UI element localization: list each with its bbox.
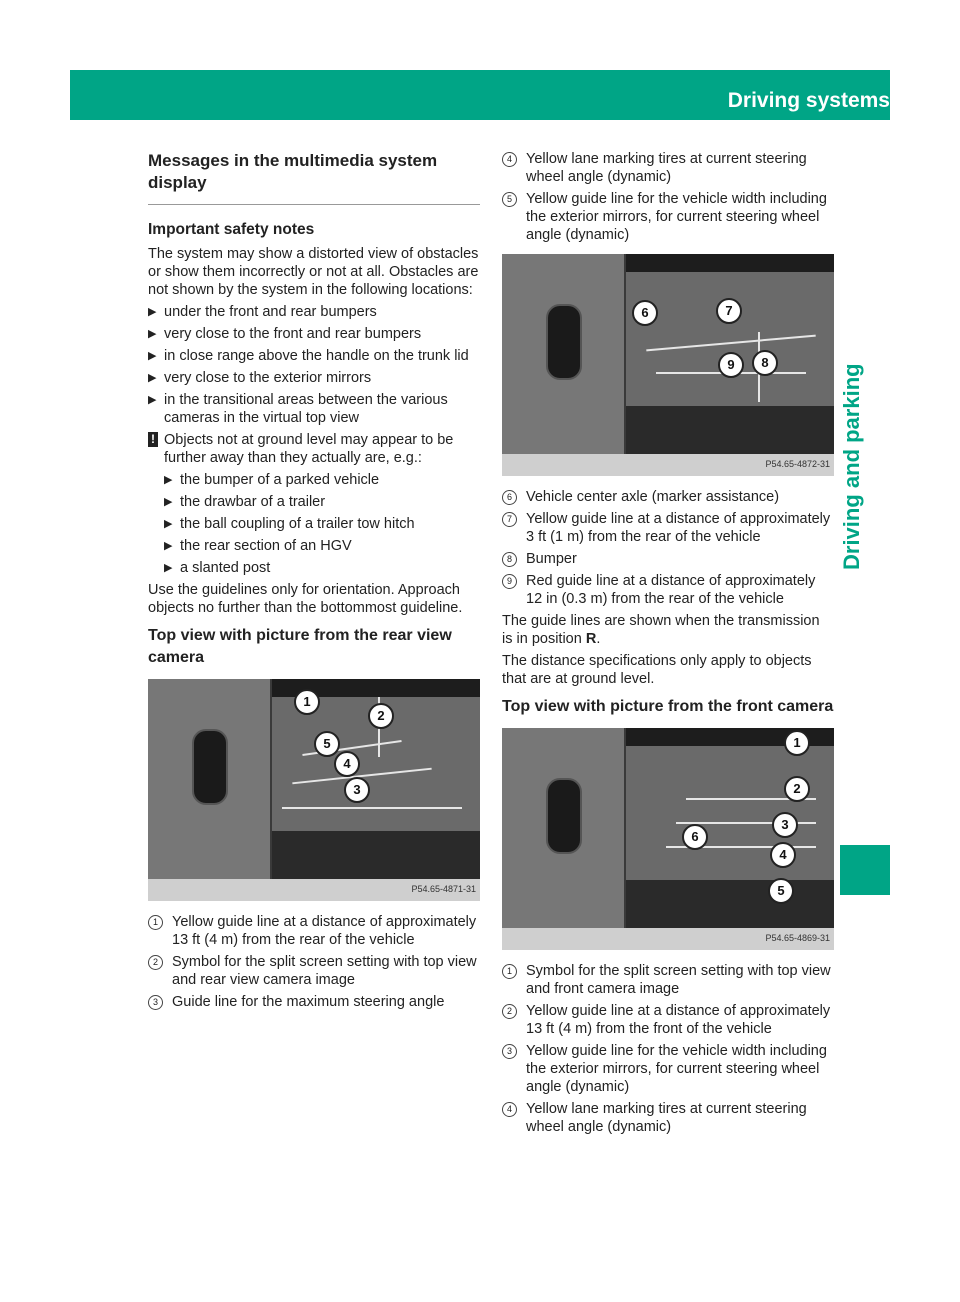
camera-image <box>626 272 834 406</box>
chapter-tab <box>840 130 890 830</box>
callout: 6 <box>632 300 658 326</box>
left-column <box>148 150 480 1015</box>
screen-top-bar <box>626 254 834 272</box>
legend-item: 5 Yellow guide line for the vehicle width including the exterior mirrors, for current steering wheel angle (dynamic) <box>502 190 834 244</box>
list-item: ▶ the ball coupling of a trailer tow hitch <box>164 516 415 532</box>
callout: 4 <box>770 842 796 868</box>
bullet-icon: ▶ <box>164 540 173 552</box>
screen-bottom-bar <box>626 880 834 928</box>
callout: 2 <box>368 703 394 729</box>
list-item: ▶ very close to the front and rear bumpers <box>148 326 422 342</box>
list-item: ▶ the rear section of an HGV <box>164 538 352 554</box>
legend-item: 2 Symbol for the split screen setting with top view and rear view camera image <box>148 953 480 989</box>
callout: 7 <box>716 298 742 324</box>
callout: 6 <box>682 824 708 850</box>
camera-image <box>626 746 834 880</box>
bullet-icon: ▶ <box>148 328 157 340</box>
top-view-pane <box>502 254 624 454</box>
display-screenshot <box>502 728 834 928</box>
bullet-icon: ▶ <box>164 562 173 574</box>
callout: 5 <box>768 878 794 904</box>
callout: 1 <box>784 730 810 756</box>
intro-text: The system may show a distorted view of obstacles or show them incorrectly or not at all. Obstacles are not shown by the system in the following locations: <box>148 246 479 298</box>
warning-note: ! Objects not at ground level may appear to be further away than they actually are, e.g.: <box>148 431 480 467</box>
bullet-icon: ▶ <box>148 350 157 362</box>
vehicle-icon <box>192 729 228 805</box>
callout: 3 <box>344 777 370 803</box>
safety-heading: Important safety notes <box>148 221 315 238</box>
transmission-text: The guide lines are shown when the transmission is in position R. <box>502 613 820 647</box>
top-view-pane <box>502 728 624 928</box>
bullet-icon: ▶ <box>164 496 173 508</box>
figure-code: P54.65-4869-31 <box>765 933 830 943</box>
screen-bottom-bar <box>272 831 480 879</box>
page-number: 183 <box>917 91 949 111</box>
warning-icon: ! <box>148 432 158 447</box>
guide-line <box>646 335 816 352</box>
distance-text: The distance specifications only apply to objects that are at ground level. <box>502 653 812 687</box>
bullet-icon: ▶ <box>148 306 157 318</box>
chapter-marker <box>840 845 890 895</box>
list-item: ▶ under the front and rear bumpers <box>148 304 377 320</box>
bullet-icon: ▶ <box>148 394 157 406</box>
chapter-label: Driving and parking <box>839 363 864 570</box>
rear-detail-figure <box>502 254 834 476</box>
bullet-icon: ▶ <box>148 372 157 384</box>
heading-divider <box>148 204 480 205</box>
rear-camera-figure <box>148 679 480 901</box>
callout: 3 <box>772 812 798 838</box>
bullet-icon: ▶ <box>164 474 173 486</box>
list-item: ▶ very close to the exterior mirrors <box>148 370 372 386</box>
legend-item: 4 Yellow lane marking tires at current steering wheel angle (dynamic) <box>502 150 834 186</box>
top-view-pane <box>148 679 270 879</box>
right-column <box>502 150 834 1140</box>
camera-pane <box>626 728 834 928</box>
legend-item: 7 Yellow guide line at a distance of approximately 3 ft (1 m) from the rear of the vehicle <box>502 510 834 546</box>
front-camera-figure <box>502 728 834 950</box>
callout: 1 <box>294 689 320 715</box>
legend-item: 1 Yellow guide line at a distance of approximately 13 ft (4 m) from the rear of the vehicle <box>148 913 480 949</box>
list-item: ▶ the bumper of a parked vehicle <box>164 472 380 488</box>
legend-item: 3 Yellow guide line for the vehicle width including the exterior mirrors, for current steering wheel angle (dynamic) <box>502 1042 834 1096</box>
screen-bottom-bar <box>626 406 834 454</box>
front-view-heading: Top view with picture from the front camera <box>502 698 834 715</box>
legend-item: 1 Symbol for the split screen setting with top view and front camera image <box>502 962 834 998</box>
callout: 2 <box>784 776 810 802</box>
guide-line <box>282 807 462 809</box>
bullet-icon: ▶ <box>164 518 173 530</box>
vehicle-icon <box>546 304 582 380</box>
legend-item: 6 Vehicle center axle (marker assistance) <box>502 488 834 506</box>
callout: 4 <box>334 751 360 777</box>
callout: 9 <box>718 352 744 378</box>
legend-item: 8 Bumper <box>502 550 834 568</box>
vehicle-icon <box>546 778 582 854</box>
legend-item: 3 Guide line for the maximum steering angle <box>148 993 480 1011</box>
figure-code: P54.65-4872-31 <box>765 459 830 469</box>
list-item: ▶ a slanted post <box>164 560 271 576</box>
display-screenshot <box>502 254 834 454</box>
guideline-text: Use the guidelines only for orientation. Approach objects no further than the bottommost guideline. <box>148 582 463 616</box>
callout: 8 <box>752 350 778 376</box>
figure-code: P54.65-4871-31 <box>411 884 476 894</box>
legend-item: 2 Yellow guide line at a distance of approximately 13 ft (4 m) from the front of the vehicle <box>502 1002 834 1038</box>
legend-item: 4 Yellow lane marking tires at current steering wheel angle (dynamic) <box>502 1100 834 1136</box>
section-heading: Messages in the multimedia system display <box>148 151 438 192</box>
legend-item: 9 Red guide line at a distance of approximately 12 in (0.3 m) from the rear of the vehicle <box>502 572 834 608</box>
header-separator <box>900 70 902 120</box>
page-header <box>70 70 949 120</box>
callout: 5 <box>314 731 340 757</box>
list-item: ▶ in the transitional areas between the various cameras in the virtual top view <box>148 392 448 426</box>
list-item: ▶ the drawbar of a trailer <box>164 494 326 510</box>
list-item: ▶ in close range above the handle on the trunk lid <box>148 348 469 364</box>
section-title: Driving systems <box>727 89 890 112</box>
display-screenshot <box>148 679 480 879</box>
rear-view-heading: Top view with picture from the rear view camera <box>148 627 452 666</box>
